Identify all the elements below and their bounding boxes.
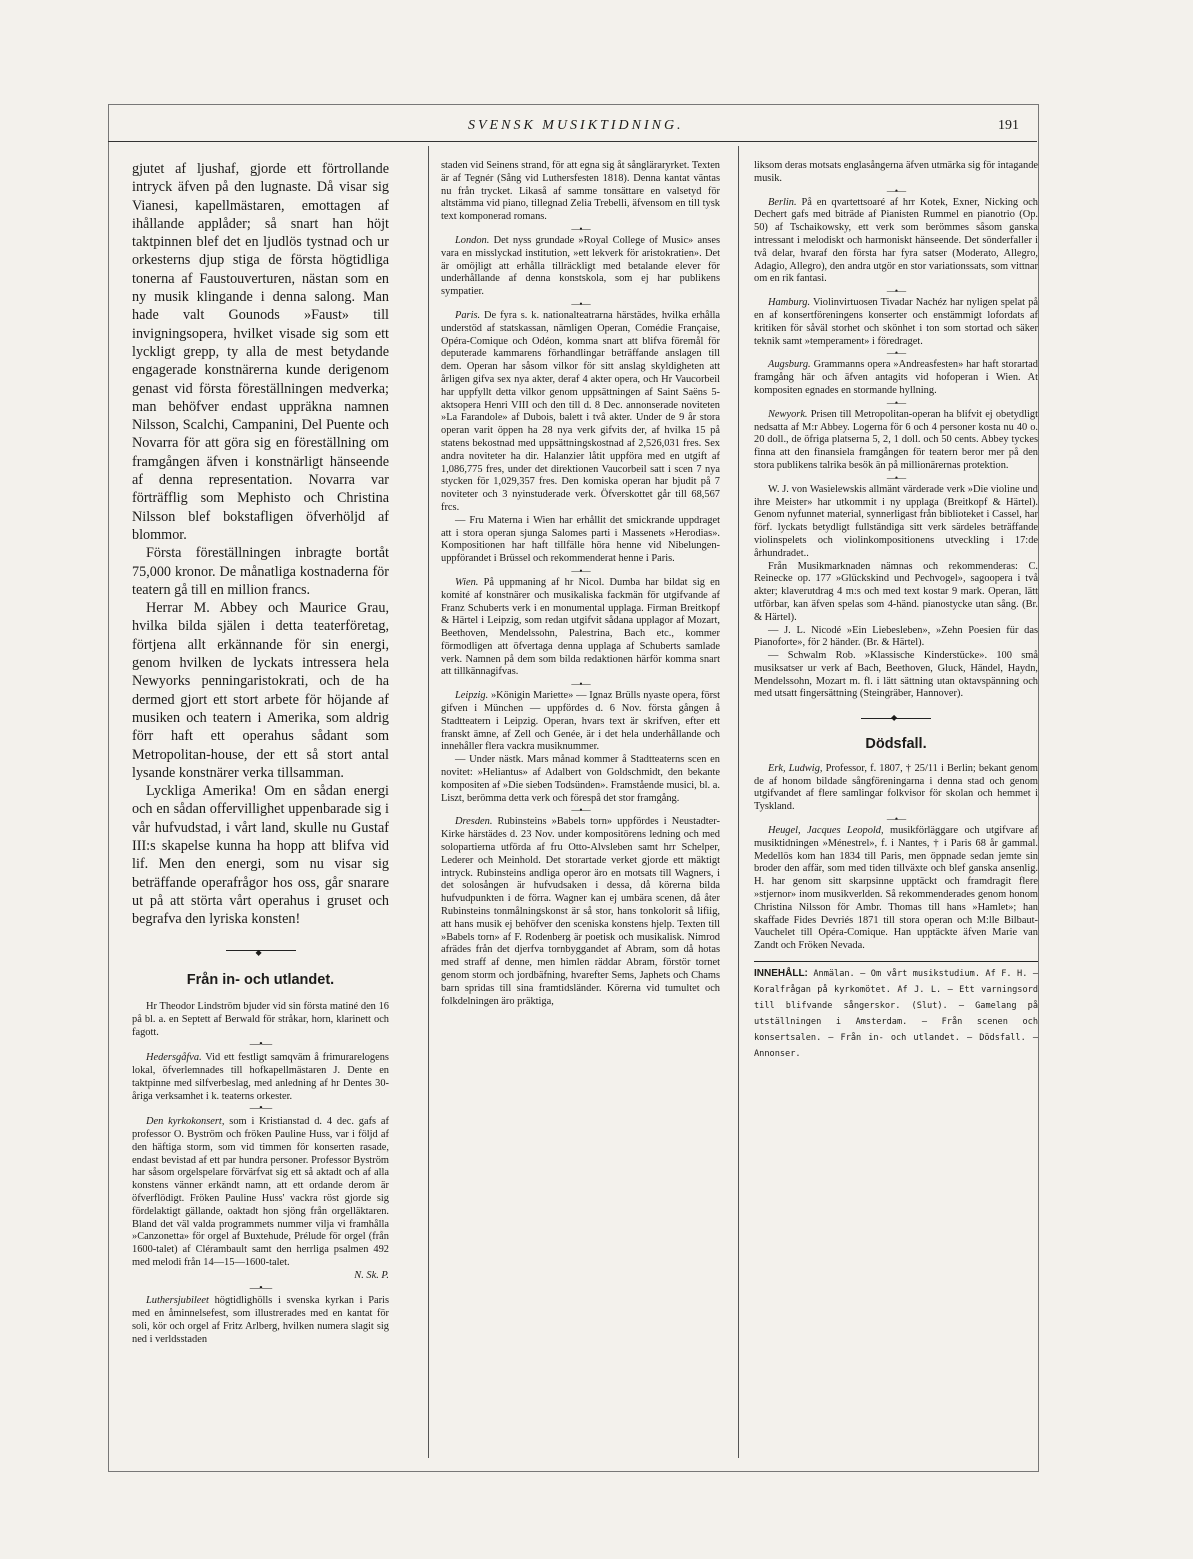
section-title: Dödsfall. bbox=[865, 736, 927, 753]
signature: N. Sk. P. bbox=[354, 1269, 389, 1281]
item-text: Det nyss grundade »Royal College of Music» anses vara en misslyckad institution, »ett lekverk för aristokratien». Det är omöjligt att erhålla tillräckligt med betalande elever för underhållande af denna konstskola, som ej har publikens sympatier. bbox=[441, 234, 720, 298]
item-text: musikförläggare och utgifvare af musiktidningen »Ménestrel», f. i Nantes, † i Paris 68 år gammal. Medellös kom han 1834 till Paris, men öppnade sedan jemte sin broder den affär, som med tiden tillväxte och blef ganska ansenlig. H. har genom sitt skarpsinne upptäckt och framdragit flere »stjernor» inom musikverlden. Så rekommenderades genom honom Christina Nilsson för Ambr. Thomas till hans »Hamlet»; han skaffade Fides Devriés 1871 till stora operan och M:lle Bilbaut-Vauchelet till Opéra-Comique. Han upptäckte äfven Marie van Zandt och Fröken Nevada. bbox=[754, 825, 1038, 952]
obituary bbox=[754, 763, 1038, 814]
section-title: Från in- och utlandet. bbox=[186, 971, 335, 988]
item-text: Grammanns opera »Andreasfesten» har haft storartad framgång här och äfven antagits vid hofoperan i Wien. At kompositen egnades en stormande hyllning. bbox=[754, 359, 1038, 396]
section-separator bbox=[754, 711, 1038, 724]
item-heading: Erk, Ludwig, bbox=[768, 762, 823, 774]
news-item: — J. L. Nicodé »Ein Liebesleben», »Zehn Poesien für das Pianoforte», för 2 händer. (Br. & Härtel). bbox=[754, 624, 1038, 649]
item-separator: —•— bbox=[886, 185, 906, 196]
item-separator: —•— bbox=[249, 1282, 272, 1294]
news-item bbox=[754, 359, 1038, 397]
news-item bbox=[754, 297, 1038, 348]
news-item: — Fru Materna i Wien har erhållit det smickrande uppdraget att i stora operan sjunga Salomes parti i Massenets »Herodias». Kompositionen har haft tillfälle höra henne vid Nibelungen-uppförandet i Brüssel och rekommenderat henne i Paris. bbox=[441, 514, 720, 565]
item-text: högtidlighölls i svenska kyrkan i Paris med en åminnelsefest, som illustrerades med en kantat för soli, kör och orgel af Fritz Arlberg, hvilken numera slagit sig ned i verldsstaden bbox=[132, 1295, 389, 1345]
paragraph: Lyckliga Amerika! Om en sådan energi och en sådan offervillighet uppenbarade sig i vår hufvudstad, i vårt land, skulle nu Gustaf III:s skapelse kunna ha hopp att blifva vid lif. Men den energi, som nu visar sig beträffande operafrågor hos oss, går snarare ut på att störta vårt operahus i gruset och begrafva den lyriska konsten! bbox=[132, 783, 389, 928]
item-text: Prisen till Metropolitan-operan ha blifvit ej obetydligt nedsatta af M:r Abbey. Logerna för 6 och 4 personer kosta nu 40 o. 20 doll., de öfriga platserna 5, 2, 1 doll. och 50 cents. Abbey tyckes finna att den finansiela framgången för teatern beror mer på den stora publikens talrika besök än på millionärernas protektion. bbox=[754, 408, 1038, 471]
table-of-contents bbox=[754, 961, 1038, 1062]
news-item: — Schwalm Rob. »Klassische Kinderstücke». 100 små musiksatser ur verk af Bach, Beethoven, Gluck, Händel, Haydn, Mendelssohn, Mozart m. fl. i lätt sättning utan oktavspänning och med utsatt fingersättning (Steingräber, Hannover). bbox=[754, 650, 1038, 700]
item-separator: —•— bbox=[571, 805, 590, 816]
contents-text: Anmälan. — Om vårt musikstudium. Af F. H. — Koralfrågan på kyrkomötet. Af J. L. — Ett varningsord till blifvande sångerskor. (Slut). — Gamelang på utställningen i Amsterdam. — Från scenen och konsertsalen. — Från in- och utlandet. — Dödsfall. — Annonser. bbox=[754, 969, 1038, 1060]
item-text: Vid ett festligt samqväm å frimurarelogens lokal, öfverlemnades till hofkapellmästaren J. Dente en taktpinne med silfverbeslag, med anledning af hr Dentes 30-åriga verksamhet i k. teaterns orkester. bbox=[132, 1052, 389, 1102]
page-header bbox=[108, 118, 1037, 138]
item-text: På en qvartettsoaré af hrr Kotek, Exner, Nicking och Dechert gafs med biträde af Pianisten Rummel en pianotrio (Op. 50) af Tschaikowsky, ett verk som berömmes såsom ganska intressant i melodiskt och harmoniskt hänseende. Det sönderfaller i två delar, hvaraf den första har fyra satser (Moderato, Allegro, Adagio, Allegro), den andra utgör en stor variationssats, som vittnar om en rik fantasi. bbox=[754, 196, 1038, 285]
news-item bbox=[441, 577, 720, 679]
item-separator: —•— bbox=[886, 472, 906, 483]
item-heading: Hamburg. bbox=[768, 297, 811, 309]
item-separator: —•— bbox=[886, 348, 906, 359]
news-item bbox=[132, 1116, 389, 1270]
item-heading: London. bbox=[455, 234, 490, 246]
item-heading: Newyork. bbox=[768, 408, 808, 420]
column-3 bbox=[754, 160, 1038, 1062]
header-rule bbox=[108, 141, 1037, 142]
paragraph: gjutet af ljushaf, gjorde ett förtrollande intryck äfven på den lugnaste. Då visar sig Vianesi, kapellmästaren, emottagen af ihållande applåder; så snart han höjt taktpinnen blef det en ljudlös tystnad och ur orkesterns djup stiga de första högtidliga tonerna af Faustouverturen, nästan som en ny musik klingande i denna salong. Man hade valt Gounods »Faust» till invigningsopera, hvilket visade sig som ett lyckligt grepp, ty alla de mest betydande engagerade konstnärerna kunde derigenom genast vid första föreställningen medverka; man behöfver endast uppräkna namnen Nilsson, Scalchi, Campanini, Del Puente och Novarra för att göra sig en föreställning om framgången äfven i konstnärligt hänseende af denna representation. Novarra var förträfflig som Mephisto och Christina Nilsson blef bokstafligen öfverhöljd af blommor. bbox=[132, 161, 389, 543]
item-heading: Dresden. bbox=[455, 816, 493, 828]
item-separator: —•— bbox=[249, 1039, 272, 1051]
item-heading: Wien. bbox=[455, 576, 479, 588]
news-item: W. J. von Wasielewskis allmänt värderade verk »Die violine und ihre Meister» har utkommit i ny upplaga (Breitkopf & Härtel). Genom nyfunnet material, synnerligast från biblioteket i Cassel, har förf. lyckats betydligt fullständiga sitt verk särdeles beträffande violinspelets och violinkompositionens utveckling i 17:de århundradet.. bbox=[754, 483, 1038, 559]
obituary bbox=[754, 825, 1038, 953]
column-divider-2 bbox=[738, 146, 739, 1458]
news-item bbox=[132, 1295, 389, 1346]
item-text: som i Kristianstad d. 4 dec. gafs af professor O. Byström och fröken Pauline Huss, var i följd af den häftiga storm, som vid timmen för konserten rasade, endast bevistad af ett par hundra personer. Professor Byström har såsom orgelspelare förvärfvat sig ett så aktadt och af alla konstens vänner erkändt namn, att ett ordande derom är öfverflödigt. Fröken Pauline Huss' vackra röst gjorde sig fördelaktigt gällande, oaktadt hon sjöng från orgelläktaren. Bland det väl valda programmets nummer vilja vi framhålla »Canzonetta» för orgel af Buxtehude, Prélude för orgel (från 1600-talet) af Clérambault samt den herrliga psalmen 492 med melodi från 14—15—1600-talet. bbox=[132, 1116, 389, 1268]
item-text: Professor, f. 1807, † 25/11 i Berlin; bekant genom de af honom bildade sångföreningarna i denna stad och genom utgifvandet af flere samlingar folkvisor för skolan och hemmet i Tyskland. bbox=[754, 762, 1038, 813]
paragraph: Herrar M. Abbey och Maurice Grau, hvilka bilda själen i detta teaterföretag, förtjena allt erkännande för sin energi, genom hvilken de lyckats intressera hela Newyorks penningaristokrati, och de ha dermed gjort ett stort arbete för höjande af musiken och teatern i Amerika, som aldrig förr haft ett operahus sådant som Metropolitan-house, der ett så stort antal lysande konstnärer verka tillsamman. bbox=[132, 600, 389, 781]
item-heading: Paris. bbox=[455, 309, 481, 321]
item-text: På uppmaning af hr Nicol. Dumba har bildat sig en komité af konstnärer och musikaliska fackmän för utgifvande af Franz Schuberts verk i en monumental upplaga. Firman Breitkopf & Härtel i Leipzig, som redan utgifvit sådana upplagor af Mozart, Beethoven, Mendelssohn, Palestrina, Bach etc., kommer förmodligen att öfvertaga denna upplaga af Schuberts samlade verk. Namnen på dem som bilda redaktionen härför komma snart att tillkännagifvas. bbox=[441, 576, 720, 678]
column-2 bbox=[441, 160, 720, 1008]
item-heading: Berlin. bbox=[768, 196, 797, 208]
item-heading: Hedersgåfva. bbox=[146, 1052, 202, 1064]
item-text: Violinvirtuosen Tivadar Nachéz har nyligen spelat på en af konsertföreningens konserter och enstämmigt lofordats af kritiken för såväl storhet och skönhet i ton som stortad och säker teknik samt »temperament» i föredraget. bbox=[754, 297, 1038, 347]
news-item bbox=[754, 409, 1038, 473]
journal-title: SVENSK MUSIKTIDNING. bbox=[468, 118, 684, 133]
item-heading: Den kyrkokonsert, bbox=[146, 1116, 225, 1128]
item-separator: —•— bbox=[571, 298, 590, 309]
item-separator: —•— bbox=[249, 1103, 272, 1115]
item-separator: —•— bbox=[571, 679, 590, 690]
news-item bbox=[441, 816, 720, 1008]
news-item bbox=[441, 310, 720, 515]
news-item bbox=[132, 1052, 389, 1103]
item-heading: Luthersjubileet bbox=[146, 1295, 209, 1307]
news-item: Från Musikmarknaden nämnas och rekommenderas: C. Reinecke op. 177 »Glückskind und Pechvogel», sagoopera i två akter; klaverutdrag 4 m:s och med text kostar 9 mark. Operan, lätt utförbar, kan äfven spelas som 4-händ. pianostycke utan sång. (Br. & Härtel). bbox=[754, 560, 1038, 623]
paragraph: Första föreställningen inbragte bortåt 75,000 kronor. De månatliga kostnaderna för teatern gå till en million francs. bbox=[132, 545, 389, 598]
contents-label: INNEHÅLL: bbox=[754, 968, 808, 980]
item-separator: —•— bbox=[886, 286, 906, 297]
item-separator: —•— bbox=[571, 565, 590, 576]
item-text: De fyra s. k. nationalteatrarna härstädes, hvilka erhålla understöd af statskassan, nämligen Operan, Comédie Française, Opéra-Comique och Odéon, komma snart att blifva föremål för deputerade kammarens förhandlingar beträffande anslagen till dem. Operan har såsom vilkor för sitt anslag skyldigheten att årligen gifva sex nya akter, deraf 4 akter opera, och Hr Vaucorbeil har uppfyllt detta vilkor genom uppsättningen af Saint Saëns 5-aktsopera Henri VIII och den till d. 8 Dec. annonserade noviteten »La Farandole» af Dubois, balett i två akter. Under de 9 år stora operan varit öppen ha 28 nya verk gifvits der, af hvilka 15 på statens bekostnad med uppsättningskostnad af 2,526,031 fres. Sex andra noviteter ha dir. Halanzier låtit uppföra med en utgift af 1,086,775 fres, under det direktionen Vaucorbeil satt i scen 7 nya stycken för 1,029,357 fres. Den komiska operan har bjudit på 7 noviteter och 3 nyinstuderade verk. Öfverskottet går till 68,567 frcs. bbox=[441, 309, 720, 513]
news-item: staden vid Seinens strand, för att egna sig åt sångläraryrket. Texten är af Tegnér (Sång vid Luthersfesten 1818). Denna kantat väntas nu från trycket. Likaså af samme tonsättare en valsetyd för altstämma vid piano, tillegnad Zelia Trebelli, äfvensom en till tysk text komponerad romans. bbox=[441, 160, 720, 223]
news-item bbox=[441, 235, 720, 299]
page-number: 191 bbox=[998, 118, 1019, 133]
news-item: — Under nästk. Mars månad kommer å Stadtteaterns scen en novitet: »Heliantus» af Adalbert von Goldschmidt, den bekante kompositen af »Die sieben Todsünden». Framstående musici, bl. a. Liszt, berömma detta verk och förespå det stor framgång. bbox=[441, 754, 720, 804]
section-separator bbox=[132, 938, 389, 956]
item-separator: —•— bbox=[886, 397, 906, 408]
item-text: Rubinsteins »Babels torn» uppfördes i Neustadter-Kirke härstädes d. 23 Nov. under kompositörens ledning och med solopartierna utförda af fru Otto-Alvsleben samt hrr Schelper, Lederer och Meinhold. Det storartade verket gjorde ett mäktigt intryck. Rubinsteins andliga operor äro en motsats till Wagners, i det solosången är hufvudsaken i dessa, då körerna bilda hufvudpunkten i de förra. Wagner kan ej umbära scenen, då åter Rubinsteins tonmålningskonst är så stor, hans tonkolorit så lifiig, att hans musik ej behöfver den sceniska konstens hjelp. Texten till »Babels torn» af F. Rodenberg är poetisk och musikalisk. Nimrod afrädes från det djerfva tornbyggandet af Abram, som då hotas med straff af denne, men himlen räddar Abram, förstör tornet genom storm och jordbäfning, hvarefter Sems, Japhets och Chams barn spridas till sina framtidsländer. Körerna vid tumultet och folkdelningen äro präktiga, bbox=[441, 816, 720, 1007]
news-item: liksom deras motsats englasångerna äfven utmärka sig för intagande musik. bbox=[754, 160, 1038, 184]
item-separator: —•— bbox=[571, 223, 590, 234]
item-text: »Königin Mariette» — Ignaz Brülls nyaste opera, först gifven i München — uppfördes d. 6 Nov. första gången å Stadtteatern i Leipzig. Operan, hvars text är skrifven, efter ett franskt ämne, af Zell och Genée, är i det hela underhållande och innehåller flera vackra musiknummer. bbox=[441, 690, 720, 753]
news-item bbox=[441, 690, 720, 754]
item-heading: Leipzig. bbox=[455, 690, 489, 702]
news-item: Hr Theodor Lindström bjuder vid sin första matiné den 16 på bl. a. en Septett af Berwald för stråkar, horn, klarinett och fagott. bbox=[132, 1001, 389, 1038]
item-separator: —•— bbox=[886, 814, 906, 825]
item-heading: Heugel, Jacques Leopold, bbox=[768, 825, 884, 837]
item-heading: Augsburg. bbox=[768, 359, 811, 371]
column-divider-1 bbox=[428, 146, 429, 1458]
column-1 bbox=[132, 160, 389, 1347]
news-item bbox=[754, 197, 1038, 287]
